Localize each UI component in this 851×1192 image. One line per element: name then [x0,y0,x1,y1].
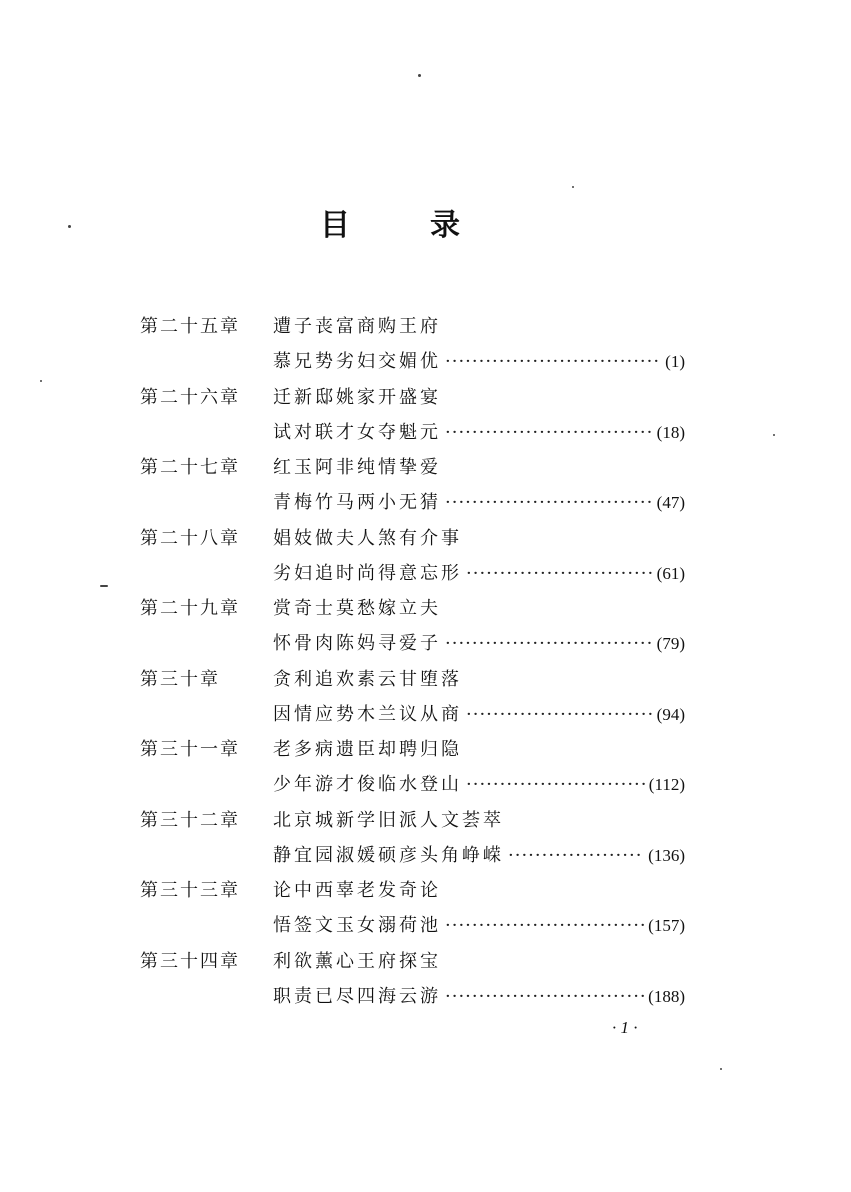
chapter-title-line2: 静宜园淑媛硕彦头角峥嵘 [273,844,504,866]
chapter-title-line2: 试对联才女夺魁元 [273,421,441,443]
page-number: (157) [648,916,685,935]
chapter-number: 第三十二章 [140,809,240,831]
toc-entry [140,594,685,665]
toc-entry [140,665,685,736]
chapter-title-line2: 慕兄势劣妇交媚优 [273,351,441,372]
toc-entry [140,453,685,524]
scan-speck [68,225,71,228]
chapter-title-line2: 悟签文玉女溺荷池 [273,915,441,936]
chapter-title-line1: 红玉阿非纯情挚爱 [273,457,441,478]
dot-leader [445,351,661,372]
dot-leader [466,774,645,795]
chapter-title-line2-row [273,488,685,514]
page-number: (136) [648,845,685,865]
chapter-title-line2-row [273,700,685,726]
page-number: (79) [656,634,685,653]
chapter-title-line1: 利欲薰心王府探宝 [273,950,441,972]
chapter-title-line2: 少年游才俊临水登山 [273,774,462,795]
page-number: (47) [656,493,685,512]
folio-page-number: · 1 · [612,1018,638,1037]
chapter-title-line2-row [273,559,685,585]
dot-leader [445,633,653,654]
chapter-title-line2: 青梅竹马两小无猜 [273,492,441,513]
chapter-title-line1: 赏奇士莫愁嫁立夫 [273,598,441,619]
dot-leader [466,704,653,725]
chapter-title-line2-row [273,347,685,373]
chapter-number: 第三十一章 [140,739,240,760]
dot-leader [508,845,644,866]
dot-leader [466,563,653,584]
page-title [320,200,460,244]
chapter-number: 第二十七章 [140,457,240,478]
page-number: (94) [656,704,685,724]
scan-speck [100,585,108,587]
dot-leader [445,915,644,936]
page-number: (61) [656,563,685,583]
chapter-title-line2: 劣妇追时尚得意忘形 [273,562,462,584]
chapter-number: 第三十三章 [140,880,240,901]
chapter-title-line1: 娼妓做夫人煞有介事 [273,527,462,549]
dot-leader [445,986,644,1007]
chapter-title-line2-row [273,418,685,444]
page-number: (188) [648,986,685,1006]
chapter-title-line1: 老多病遗臣却聘归隐 [273,739,462,760]
chapter-title-line2-row [273,770,685,796]
scan-speck [773,434,775,436]
title-char-2: 录 [430,208,460,243]
chapter-number: 第二十五章 [140,316,240,337]
chapter-number: 第三十四章 [140,950,240,972]
toc-entry [140,947,685,1018]
chapter-number: 第二十八章 [140,527,240,549]
chapter-title-line2: 怀骨肉陈妈寻爱子 [273,633,441,654]
chapter-title-line1: 北京城新学旧派人文荟萃 [273,809,504,831]
chapter-number: 第二十九章 [140,598,240,619]
toc-entry [140,383,685,454]
table-of-contents [140,312,685,1017]
chapter-title-line2: 职责已尽四海云游 [273,985,441,1007]
chapter-title-line1: 贪利追欢素云甘堕落 [273,668,462,690]
chapter-title-line2-row [273,982,685,1008]
chapter-number: 第二十六章 [140,386,240,408]
chapter-title-line1: 遭子丧富商购王府 [273,316,441,337]
page-number: (112) [648,775,685,794]
title-char-1: 目 [320,208,350,243]
dot-leader [445,422,653,443]
chapter-title-line2-row [273,911,685,937]
chapter-title-line2: 因情应势木兰议从商 [273,703,462,725]
chapter-title-line2-row [273,841,685,867]
scan-speck [572,186,574,188]
chapter-title-line1: 迁新邸姚家开盛宴 [273,386,441,408]
scan-speck [40,380,42,382]
page-number: (18) [656,422,685,442]
dot-leader [445,492,653,513]
chapter-title-line2-row [273,629,685,655]
toc-entry [140,735,685,806]
toc-entry [140,312,685,383]
scan-speck [720,1068,722,1070]
toc-entry [140,806,685,877]
toc-entry [140,524,685,595]
toc-entry [140,876,685,947]
chapter-title-line1: 论中西辜老发奇论 [273,880,441,901]
chapter-number: 第三十章 [140,668,220,690]
scan-speck [418,74,421,77]
page-number: (1) [665,352,685,371]
